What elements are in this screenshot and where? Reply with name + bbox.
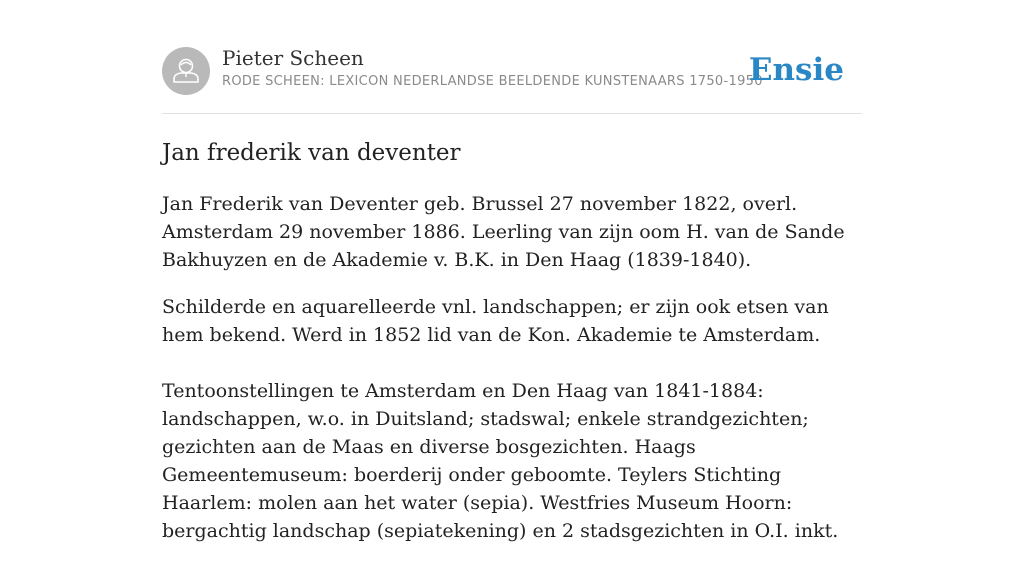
article-paragraph: Jan Frederik van Deventer geb. Brussel 27 november 1822, overl. Amsterdam 29 november 1886. Leerling van zijn oom H. van de Sande Bakhuyzen en de Akademie v. B.K. in Den Haag (1839-1840). — [162, 193, 845, 271]
user-icon — [162, 47, 210, 95]
author-avatar[interactable] — [162, 47, 210, 95]
ensie-logo[interactable]: Ensie — [748, 52, 844, 88]
article-body — [162, 190, 852, 564]
article-header — [162, 46, 862, 96]
article-paragraph: Tentoonstellingen te Amsterdam en Den Haag van 1841-1884: landschappen, w.o. in Duitsland; stadswal; enkele strandgezichten; gezichten aan de Maas en diverse bosgezichten. Haags Gemeentemuseum: boerderij onder geboomte. Teylers Stichting Haarlem: molen aan het water (sepia). Westfries Museum Hoorn: bergachtig landschap (sepiatekening) en 2 stadsgezichten in O.I. inkt. — [162, 380, 839, 542]
header-divider — [162, 113, 862, 114]
article-paragraph: Schilderde en aquarelleerde vnl. landschappen; er zijn ook etsen van hem bekend. Werd in 1852 lid van de Kon. Akademie te Amsterdam. — [162, 296, 829, 346]
article-card — [162, 0, 862, 542]
article-title: Jan frederik van deventer — [162, 140, 461, 166]
author-name[interactable]: Pieter Scheen — [222, 46, 364, 70]
source-name[interactable]: RODE SCHEEN: LEXICON NEDERLANDSE BEELDENDE KUNSTENAARS 1750-1950 — [222, 74, 763, 89]
